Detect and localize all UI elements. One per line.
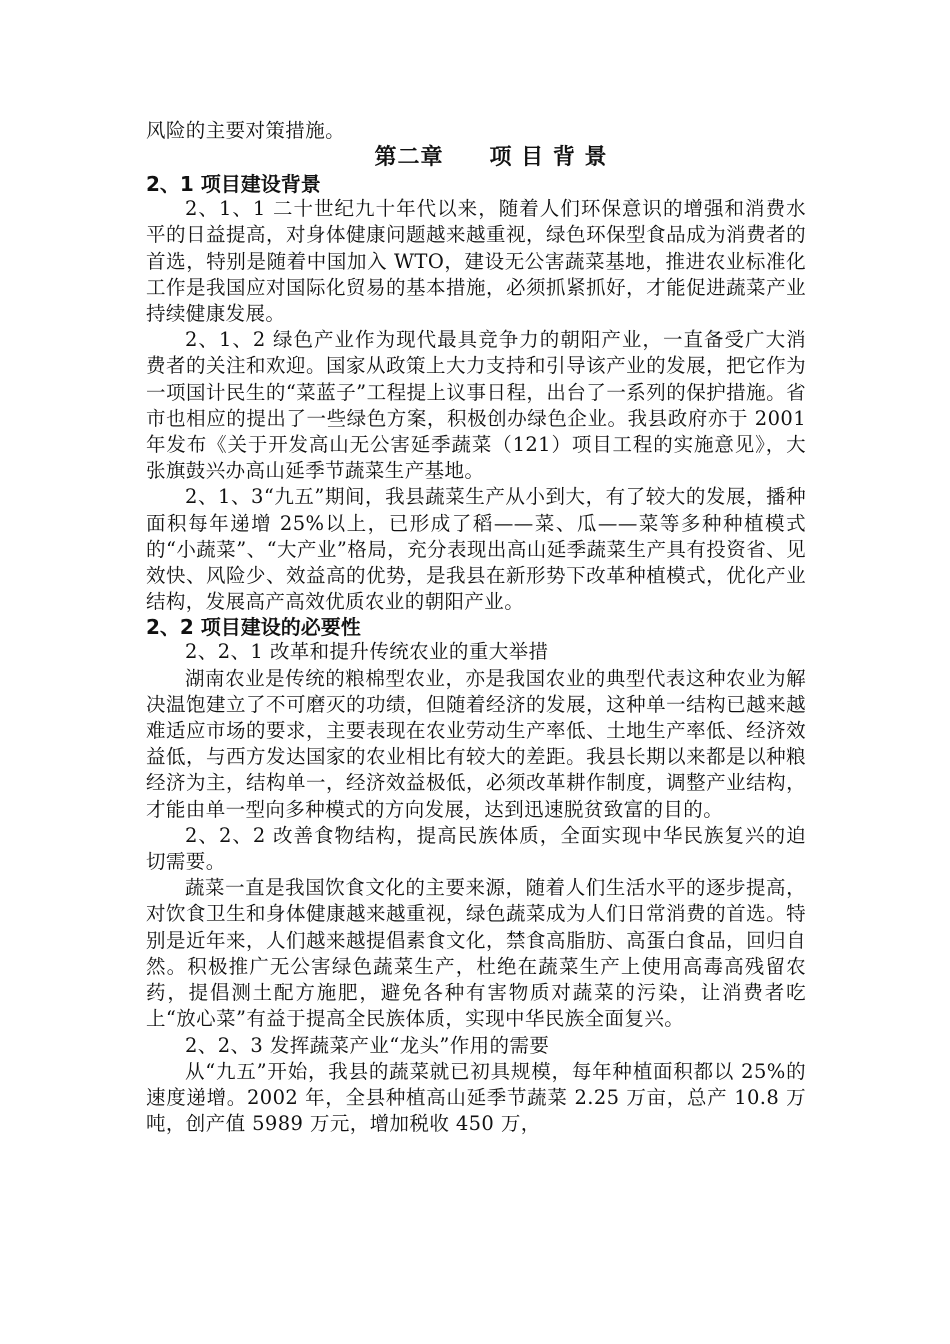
section-heading-2-1: 2、1 项目建设背景: [146, 172, 321, 197]
subheading: 2、2、2 改善食物结构，提高民族体质，全面实现中华民族复兴的迫切需要。: [146, 823, 806, 874]
document-page: [146, 118, 806, 1137]
paragraph: 2、1、3“九五”期间，我县蔬菜生产从小到大，有了较大的发展，播种面积每年递增 25%以上，已形成了稻——菜、瓜——菜等多种种植模式的“小蔬菜”、“大产业”格局，充分表现出高山延季蔬菜生产具有投资省、见效快、风险少、效益高的优势，是我县在新形势下改革种植模式，优化产业结构，发展高产高效优质农业的朝阳产业。: [146, 485, 806, 614]
subheading: 2、2、3 发挥蔬菜产业“龙头”作用的需要: [185, 1033, 550, 1057]
paragraph: 2、1、2 绿色产业作为现代最具竞争力的朝阳产业，一直备受广大消费者的关注和欢迎。国家从政策上大力支持和引导该产业的发展，把它作为一项国计民生的“菜蓝子”工程提上议事日程，出台了一系列的保护措施。省市也相应的提出了一些绿色方案，积极创办绿色企业。我县政府亦于 2001 年发布《关于开发高山无公害延季蔬菜（121）项目工程的实施意见》，大张旗鼓兴办高山延季节蔬菜生产基地。: [146, 328, 806, 483]
paragraph: 湖南农业是传统的粮棉型农业，亦是我国农业的典型代表这种农业为解决温饱建立了不可磨灭的功绩，但随着经济的发展，这种单一结构已越来越难适应市场的要求，主要表现在农业劳动生产率低、土地生产率低、经济效益低，与西方发达国家的农业相比有较大的差距。我县长期以来都是以种粮经济为主，结构单一，经济效益极低，必须改革耕作制度，调整产业结构，才能由单一型向多种模式的方向发展，达到迅速脱贫致富的目的。: [146, 666, 806, 821]
subheading: 2、2、1 改革和提升传统农业的重大举措: [185, 640, 549, 664]
paragraph: 2、1、1 二十世纪九十年代以来，随着人们环保意识的增强和消费水平的日益提高，对身体健康问题越来越重视，绿色环保型食品成为消费者的首选，特别是随着中国加入 WTO，建设无公害蔬菜基地，推进农业标准化工作是我国应对国际化贸易的基本措施，必须抓紧抓好，才能促进蔬菜产业持续健康发展。: [146, 197, 806, 326]
section-heading-2-2: 2、2 项目建设的必要性: [146, 615, 361, 640]
lead-line: 风险的主要对策措施。: [146, 119, 346, 142]
chapter-title: 第二章 项 目 背 景: [374, 145, 608, 171]
paragraph: 从“九五”开始，我县的蔬菜就已初具规模，每年种植面积都以 25%的速度递增。2002 年，全县种植高山延季节蔬菜 2.25 万亩，总产 10.8 万吨，创产值 5989 万元，增加税收 450 万，: [146, 1059, 806, 1136]
paragraph: 蔬菜一直是我国饮食文化的主要来源，随着人们生活水平的逐步提高，对饮食卫生和身体健康越来越重视，绿色蔬菜成为人们日常消费的首选。特别是近年来，人们越来越提倡素食文化，禁食高脂肪、高蛋白食品，回归自然。积极推广无公害绿色蔬菜生产，杜绝在蔬菜生产上使用高毒高残留农药，提倡测土配方施肥，避免各种有害物质对蔬菜的污染，让消费者吃上“放心菜”有益于提高全民族体质，实现中华民族全面复兴。: [146, 876, 806, 1031]
